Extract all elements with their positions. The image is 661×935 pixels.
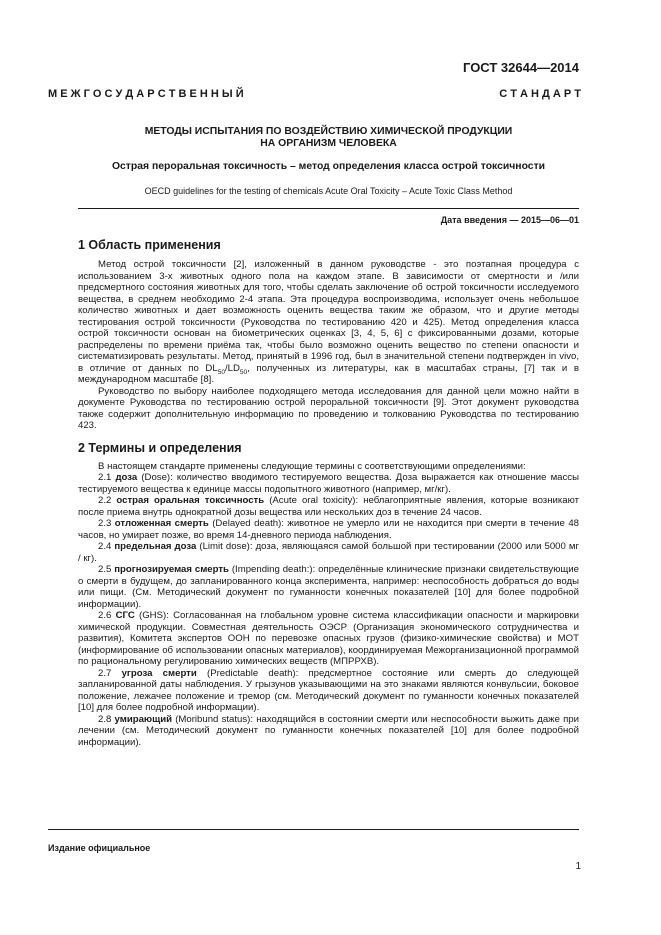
- gost-number: ГОСТ 32644—2014: [463, 60, 579, 75]
- document-title: [78, 126, 579, 150]
- standard-label-right: С Т А Н Д А Р Т: [499, 88, 581, 100]
- section-1-paragraph-2: Руководство по выбору наиболее подходящего метода исследования для данной цели можно найти в документе Руководства по тестированию острой пероральной токсичности [9]. Этот документ руководства также содержит дополнительную информацию по проведению и толкованию Руководства по тестированию 423.: [78, 385, 579, 431]
- term-2-2: 2.2 острая оральная токсичность (Acute oral toxicity): неблагоприятные явления, которые возникают после приема внутрь однократной дозы вещества или нескольких доз в течение 24 часов.: [78, 495, 579, 518]
- term-2-1: 2.1 доза (Dose): количество вводимого тестируемого вещества. Доза выражается как отношение массы тестируемого вещества к единице массы подопытного животного (например, мг/кг).: [78, 472, 579, 495]
- footer-divider: [48, 829, 579, 830]
- title-line-2: НА ОРГАНИЗМ ЧЕЛОВЕКА: [260, 138, 397, 149]
- introduction-date: Дата введения — 2015—06—01: [440, 215, 579, 225]
- standard-label-left: М Е Ж Г О С У Д А Р С Т В Е Н Н Ы Й: [48, 88, 244, 100]
- section-1-heading: 1 Область применения: [78, 238, 221, 252]
- term-2-3: 2.3 отложенная смерть (Delayed death): животное не умерло или не находится при смерти в течение 48 часов, но умирает позже, во время 14-дневного периода наблюдения.: [78, 518, 579, 541]
- section-1-paragraph-1: Метод острой токсичности [2], изложенный в данном руководстве - это поэтапная процедура с использованием 3-х животных одного пола на каждом этапе. В зависимости от смертности и /или предсмертного состояния животных для того, чтобы сделать заключение об острой токсичности исследуемого вещества, в среднем необходимо 2-4 этапа. Эта процедура воспроизводима, использует очень небольшое количество животных и дает возможность оценить вещества таким же образом, что и другие методы тестирования острой токсичности (Руководства по тестированию 420 и 425). Метод определения класса острой токсичности основан на биометрических оценках [3, 4, 5, 6] с фиксированными дозами, которые распределены по времени приёма так, чтобы было возможно оценить вещество по степени опасности и систематизировать результаты. Метод, принятый в 1996 год, был в значительной степени подтвержден in vivo, в отличие от данных по $DL_{50}/LD_{50}$, полученных из литературы, как в масштабах страны, [7] так и в международном масштабе [8].: [78, 259, 579, 385]
- document-subtitle: Острая пероральная токсичность – метод определения класса острой токсичности: [111, 161, 546, 172]
- term-2-6: 2.6 СГС (GHS): Согласованная на глобальном уровне система классификации опасности и маркировки химической продукции. Совместная деятельность ОЭСР (Организация экономического сотрудничества и развития), Комитета экспертов ООН по перевозке опасных грузов (физико-химические свойства) и МОТ (информирование об использовании опасных материалов), координируемая Межорганизационной программой по рациональному регулированию химических веществ (МПРРХВ).: [78, 610, 579, 667]
- header-divider: [78, 208, 579, 209]
- term-2-8: 2.8 умирающий (Moribund status): находящийся в состоянии смерти или неспособности выжить даже при лечении (см. Методический документ по гуманности конечных показателей [10] для более подробной информации).: [78, 713, 579, 748]
- title-line-1: МЕТОДЫ ИСПЫТАНИЯ ПО ВОЗДЕЙСТВИЮ ХИМИЧЕСКОЙ ПРОДУКЦИИ: [144, 126, 513, 137]
- oecd-reference: OECD guidelines for the testing of chemicals Acute Oral Toxicity – Acute Toxic Class Method: [144, 186, 513, 196]
- section-2-heading: 2 Термины и определения: [78, 440, 242, 455]
- standard-label: [48, 88, 581, 100]
- term-2-4: 2.4 предельная доза (Limit dose): доза, являющаяся самой большой при тестировании (2000 или 5000 мг / кг).: [78, 541, 579, 564]
- official-edition-label: Издание официальное: [48, 843, 151, 853]
- page-number: 1: [575, 861, 581, 872]
- term-2-7: 2.7 угроза смерти (Predictable death): предсмертное состояние или смерть до следующей запланированной даты наблюдения. У грызунов указывающими на это знаками являются конвульсии, боковое положение, лежачее положение и тремор (см. Методический документ по гуманности конечных показателей [10] для более подробной информации).: [78, 667, 579, 713]
- term-2-5: 2.5 прогнозируемая смерть (Impending death:): определённые клинические признаки свидетельствующие о смерти в будущем, до запланированного конца эксперимента, например: неспособность добраться до воды или пищи. (См. Методический документ по гуманности конечных показателей [10] для более подробной информации).: [78, 564, 579, 610]
- section-2-intro: В настоящем стандарте применены следующие термины с соответствующими определениями:: [98, 460, 526, 472]
